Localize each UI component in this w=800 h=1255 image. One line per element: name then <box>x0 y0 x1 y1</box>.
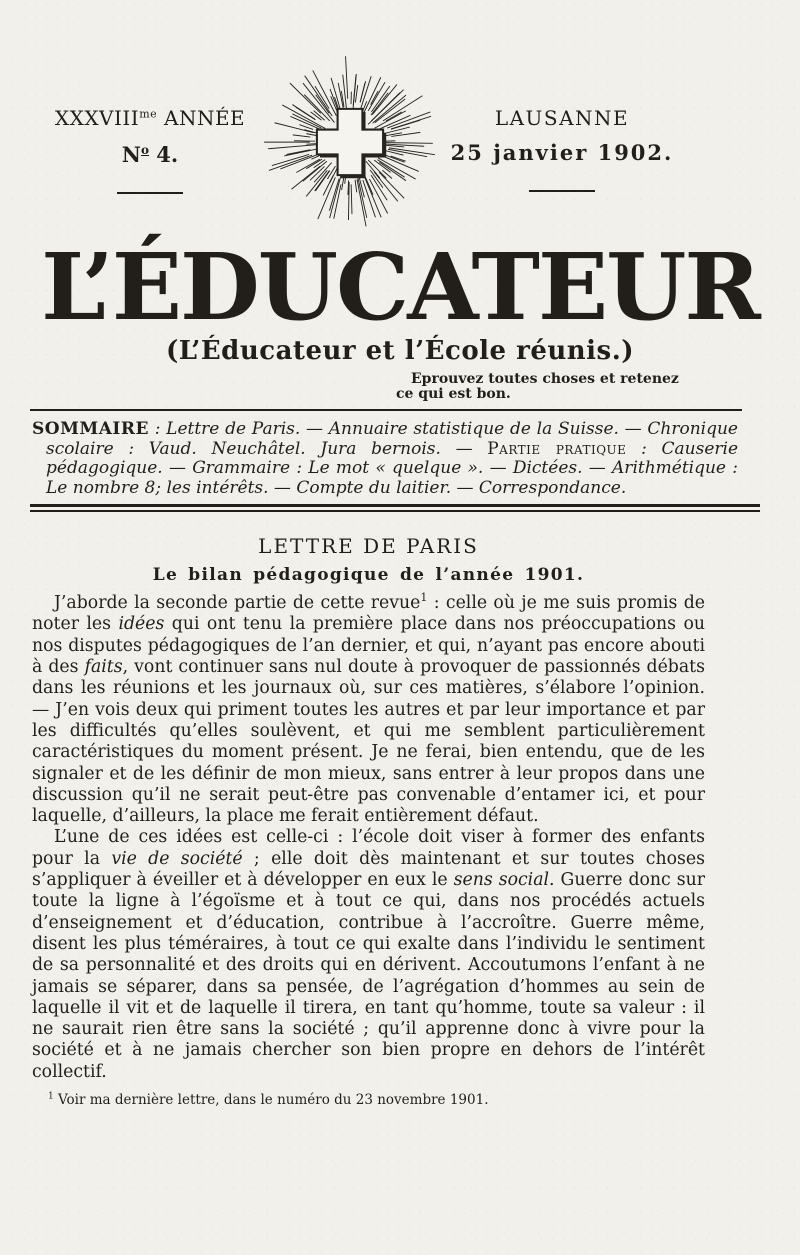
article <box>32 534 705 1108</box>
right-divider-rule <box>529 190 595 192</box>
emphasis-idees: idées <box>118 614 165 635</box>
paragraph-1: J’aborde la seconde partie de cette revue$^1$ : celle où je me suis promis de noter les idées qui ont tenu la première place dans nos préoccupations ou nos disputes pédagogiques de l’an dernier, et qui, n’ayant pas encore abouti à des faits, vont continuer sans nul doute à provoquer de passionnés débats dans les réunions et les journaux où, sur ces matières, s’élabore l’opinion. — J’en vois deux qui priment toutes les autres et par leur importance et par les difficultés qu’elles soulèvent, et qui me semblent particulièrement caractéristiques du moment présent. Je ne ferai, bien entendu, que de les signaler et de les définir de mon mieux, sans entrer à leur propos dans une discussion qu’il ne serait peut-être pas convenable d’entamer ici, et pour laquelle, d’ailleurs, la place me ferait entièrement défaut. <box>32 591 705 827</box>
masthead <box>0 0 800 240</box>
motto <box>396 372 800 402</box>
double-rule-separator <box>30 504 760 512</box>
footnote <box>32 1092 705 1108</box>
masthead-left-block <box>34 106 266 194</box>
motto-line-1: Eprouvez toutes choses et retenez <box>411 371 679 388</box>
table-of-contents: SOMMAIRE : Lettre de Paris. — Annuaire statistique de la Suisse. — Chronique scolaire : Vaud. Neuchâtel. Jura bernois. — Partie pratique : Causerie pédagogique. — Grammaire : Le mot « quelque ». — Dictées. — Arithmétique : Le nombre 8; les intérêts. — Compte du laitier. — Correspondance. <box>32 419 738 498</box>
article-subheading: Le bilan pédagogique de l’année 1901. <box>152 565 585 586</box>
journal-subtitle: (L’Éducateur et l’École réunis.) <box>165 336 635 367</box>
footnote-reference: 1 <box>420 591 428 605</box>
issue-number: $N^o$ 4. <box>121 142 179 167</box>
emphasis-sens-social: sens social <box>453 870 550 891</box>
masthead-bottom-rule <box>30 409 742 411</box>
issue-date: 25 janvier 1902. <box>450 140 674 165</box>
motto-line-2: ce qui est bon. <box>396 386 511 403</box>
sommaire-part-2: Causerie pédagogique. — Grammaire : Le mot « quelque ». — Dictées. — Arithmétique : Le nombre 8; les intérêts. — Compte du laitier. — Correspondance. <box>46 438 738 498</box>
swiss-cross-sunburst-icon <box>262 52 438 232</box>
emphasis-faits: faits <box>84 657 123 678</box>
paragraph-2: L’une de ces idées est celle-ci : l’école doit viser à former des enfants pour la vie de société ; elle doit dès maintenant et sur toutes choses s’appliquer à éveiller et à développer en eux le sens social. Guerre donc sur toute la ligne à l’égoïsme et à tout ce qui, dans nos procédés actuels d’enseignement et d’éducation, contribue à l’accroître. Guerre même, disent les plus téméraires, à tout ce qui exalte dans l’individu le sentiment de sa personnalité et des droits qui en dérivent. Accoutumons l’enfant à ne jamais se séparer, dans sa pensée, de l’agrégation d’hommes au sein de laquelle il vit et de laquelle il tirera, en tant qu’homme, toute sa valeur : il ne saurait rien être sans la société ; qu’il apprenne donc à vivre pour la société et à ne jamais chercher son bien propre en dehors de l’intérêt collectif. <box>32 827 705 1082</box>
left-divider-rule <box>117 192 183 194</box>
footnote-text: Voir ma dernière lettre, dans le numéro du 23 novembre 1901. <box>53 1091 489 1108</box>
sommaire-label: SOMMAIRE <box>32 419 149 440</box>
footnote-marker: 1 <box>48 1091 54 1102</box>
issue-superscript: o <box>140 143 149 157</box>
year-superscript: me <box>139 107 158 121</box>
year-line: $XXXVIII^{me}$ ANNÉE <box>54 106 246 130</box>
masthead-right-block <box>448 106 676 192</box>
sommaire-section-label: Partie pratique <box>487 438 627 459</box>
emphasis-vie-de-societe: vie de société <box>111 848 243 869</box>
journal-title: L’ÉDUCATEUR <box>41 233 759 341</box>
city-name: LAUSANNE <box>494 106 630 130</box>
article-heading: LETTRE DE PARIS <box>258 534 479 559</box>
sommaire-part-1: Lettre de Paris. — Annuaire statistique de la Suisse. — Chronique scolaire : Vaud. Neuchâtel. Jura bernois. — <box>46 419 738 459</box>
